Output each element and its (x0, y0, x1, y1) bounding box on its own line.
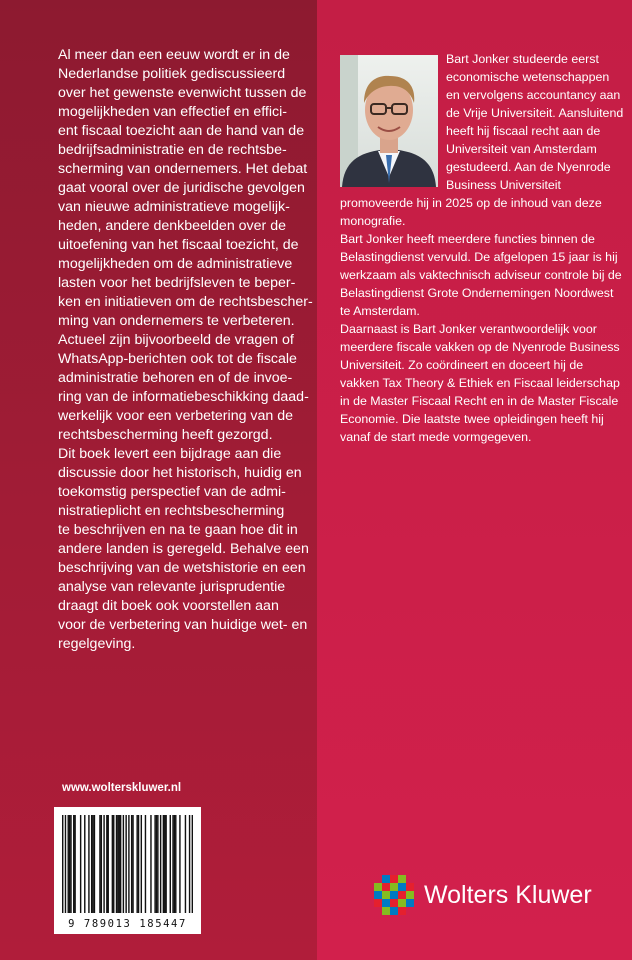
barcode-bar (185, 815, 186, 913)
blurb-line: lasten voor het bedrijfsleven te beper- (58, 275, 296, 291)
blurb-text (58, 46, 318, 654)
barcode-bar (84, 815, 85, 913)
website-url: www.wolterskluwer.nl (62, 782, 182, 794)
barcode-bar (74, 815, 75, 913)
wolters-kluwer-logo-icon (374, 875, 414, 915)
blurb-line: ming van ondernemers te verbeteren. (58, 313, 295, 329)
blurb-line: Nederlandse politiek gediscussieerd (58, 66, 286, 82)
blurb-line: beschrijving van de wetshistorie en een (58, 560, 306, 576)
blurb-line: bedrijfsadministratie en de rechtsbe- (58, 142, 287, 158)
blurb-line: voor de verbetering van huidige wet- en (58, 617, 308, 633)
barcode-bar (117, 815, 118, 913)
publisher-logo (374, 872, 604, 918)
barcode-bar (119, 815, 120, 913)
blurb-line: toekomstig perspectief van de admi- (58, 484, 286, 500)
barcode-bar (156, 815, 157, 913)
blurb-line: heden, andere denkbeelden over de (58, 218, 286, 234)
barcode-bar (189, 815, 190, 913)
barcode-bar (154, 815, 155, 913)
barcode-bar (175, 815, 176, 913)
blurb-line: werkelijk voor een verbetering van de (58, 408, 294, 424)
barcode-bar (94, 815, 95, 913)
barcode-bar (101, 815, 102, 913)
barcode-bar (136, 815, 137, 913)
barcode-bar (128, 815, 129, 913)
barcode-bar (99, 815, 100, 913)
barcode-bar (160, 815, 161, 913)
author-bio (340, 50, 625, 446)
barcode-bar (73, 815, 74, 913)
blurb-line: Al meer dan een eeuw wordt er in de (58, 47, 290, 63)
blurb-line: Dit boek levert een bijdrage aan die (58, 446, 282, 462)
barcode-bar (70, 815, 71, 913)
barcode-bar (108, 815, 109, 913)
barcode-bars (62, 815, 193, 913)
barcode-digits: 9 789013 185447 (68, 918, 187, 930)
blurb-line: over het gewenste evenwicht tussen de (58, 85, 307, 101)
blurb-line: analyse van relevante jurisprudentie (58, 579, 286, 595)
blurb-line: ken en initiatieven om de rechtsbescher- (58, 294, 313, 310)
blurb-line: regelgeving. (58, 636, 136, 652)
barcode-bar (123, 815, 124, 913)
barcode-bar (112, 815, 113, 913)
barcode-bar (91, 815, 92, 913)
barcode-bar (62, 815, 63, 913)
barcode-bar (68, 815, 69, 913)
blurb-line: mogelijkheden om de administratieve (58, 256, 293, 272)
barcode-bar (80, 815, 81, 913)
blurb-line: administratie behoren en of de invoe- (58, 370, 293, 386)
barcode-bar (116, 815, 117, 913)
barcode-bar (145, 815, 146, 913)
barcode-bar (165, 815, 166, 913)
barcode-bar (157, 815, 158, 913)
barcode-bar (174, 815, 175, 913)
barcode-bar (179, 815, 180, 913)
blurb-line: nistratieplicht en rechtsbescherming (58, 503, 285, 519)
blurb-line: Actueel zijn bijvoorbeeld de vragen of (58, 332, 294, 348)
barcode-bar (164, 815, 165, 913)
bio-paragraph: Bart Jonker heeft meerdere functies binnen de Belastingdienst vervuld. De afgelopen 15 jaar is hij werkzaam als vaktechnisch adviseur controle bij de Belastingdienst Grote Ondernemingen Noordwest te Amsterdam. (340, 232, 622, 318)
blurb-line: rechtsbescherming heeft gezorgd. (58, 427, 273, 443)
barcode-bar (163, 815, 164, 913)
blurb-line: scherming van ondernemers. Het debat (58, 161, 308, 177)
blurb-line: te beschrijven en na te gaan hoe dit in (58, 522, 298, 538)
bio-paragraph: Daarnaast is Bart Jonker verantwoordelijk voor meerdere fiscale vakken op de Nyenrode Business Universiteit. Zo coördineert en doceert hij de vakken Tax Theory & Ethiek en Fiscaal leiderschap in de Master Fiscaal Recht en in de Master Fiscale Economie. Die laatste twee opleidingen heeft hij vanaf de start mede vormgegeven. (340, 322, 620, 444)
barcode-bar (69, 815, 70, 913)
barcode-bar (92, 815, 93, 913)
barcode-bar (172, 815, 173, 913)
blurb-line: ent fiscaal toezicht aan de hand van de (58, 123, 305, 139)
blurb-line: ring van de informatiebeschikking daad- (58, 389, 309, 405)
barcode-bar (141, 815, 142, 913)
barcode-bar (138, 815, 139, 913)
isbn-barcode (54, 807, 201, 934)
bio-paragraph: Bart Jonker studeerde eerst economische wetenschappen en vervolgens accountancy aan de Vrije Universiteit. Aansluitend heeft hij fiscaal recht aan de Universiteit van Amsterdam gestudeerd. Aan de Nyenrode Business Universiteit promoveerde hij in 2025 op de inhoud van deze monografie. (340, 52, 624, 228)
blurb-line: uitoefening van het fiscaal toezicht, de (58, 237, 299, 253)
blurb-line: andere landen is geregeld. Behalve een (58, 541, 309, 557)
blurb-line: draagt dit boek ook voorstellen aan (58, 598, 279, 614)
barcode-bar (113, 815, 114, 913)
blurb-line: mogelijkheden van effectief en effici- (58, 104, 287, 120)
barcode-bar (65, 815, 66, 913)
barcode-bar (170, 815, 171, 913)
blurb-line: gaat vooral over de juridische gevolgen (58, 180, 305, 196)
barcode-bar (103, 815, 104, 913)
barcode-bar (106, 815, 107, 913)
blurb-line: discussie door het historisch, huidig en (58, 465, 302, 481)
barcode-bar (131, 815, 132, 913)
barcode-bar (120, 815, 121, 913)
barcode-bar (192, 815, 193, 913)
barcode-bar (132, 815, 133, 913)
barcode-bar (88, 815, 89, 913)
publisher-name: Wolters Kluwer (424, 880, 592, 909)
barcode-bar (150, 815, 151, 913)
barcode-bar (125, 815, 126, 913)
blurb-line: van nieuwe administratieve mogelijk- (58, 199, 290, 215)
blurb-line: WhatsApp-berichten ook tot de fiscale (58, 351, 297, 367)
